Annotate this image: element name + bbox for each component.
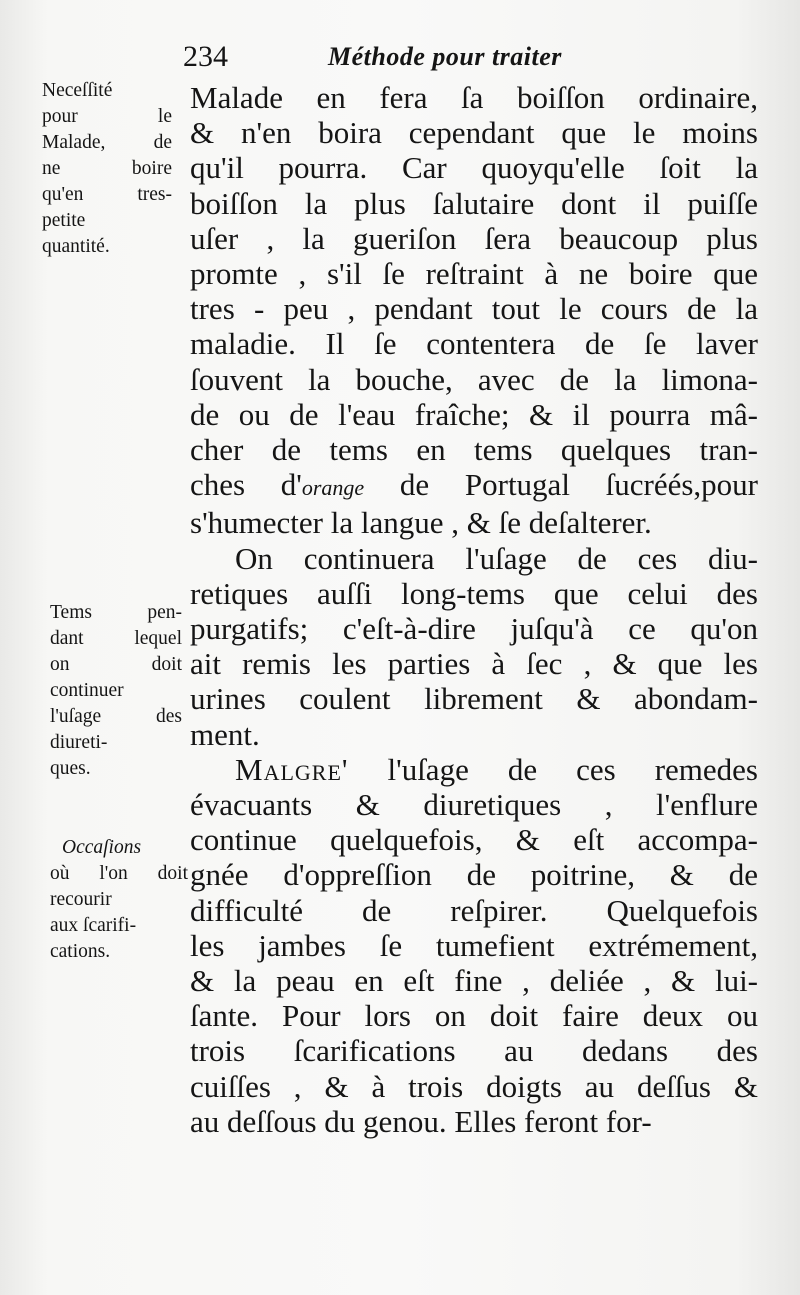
body-line: maladie. Il ſe contentera de ſe laver bbox=[190, 326, 758, 362]
body-line: Malgre' l'uſage de ces remedes bbox=[235, 751, 758, 787]
body-line: purgatifs; c'eſt-à-dire juſqu'à ce qu'on bbox=[190, 611, 758, 647]
margin-note-line: ques. bbox=[50, 758, 91, 779]
body-line: retiques auſſi long-tems que celui des bbox=[190, 575, 758, 611]
body-line: les jambes ſe tumefient extrémement, bbox=[190, 927, 758, 963]
body-line: trois ſcarifications au dedans des bbox=[190, 1033, 758, 1069]
margin-note-line: dant lequel bbox=[50, 628, 182, 649]
margin-note-line: Tems pen- bbox=[50, 602, 182, 623]
margin-note-line: quantité. bbox=[42, 236, 110, 257]
body-line: difficulté de reſpirer. Quelquefois bbox=[190, 892, 758, 928]
running-title: Méthode pour traiter bbox=[328, 42, 562, 71]
margin-note-line: recourir bbox=[50, 889, 112, 910]
body-line: qu'il pourra. Car quoyqu'elle ſoit la bbox=[190, 150, 758, 186]
body-line: ſouvent la bouche, avec de la limona- bbox=[190, 361, 758, 397]
body-line: cuiſſes , & à trois doigts au deſſus & bbox=[190, 1068, 758, 1104]
body-line: au deſſous du genou. Elles feront for- bbox=[190, 1103, 652, 1139]
body-line: Malade en fera ſa boiſſon ordinaire, bbox=[190, 80, 758, 115]
margin-note-boisson bbox=[42, 78, 172, 260]
body-line: évacuants & diuretiques , l'enflure bbox=[190, 787, 758, 823]
margin-note-line: Malade, de bbox=[42, 132, 172, 153]
running-head bbox=[183, 40, 623, 80]
margin-note-line: Neceſſité bbox=[42, 80, 113, 101]
margin-note-line: petite bbox=[42, 210, 86, 231]
body-line: On continuera l'uſage de ces diu- bbox=[235, 540, 758, 576]
body-line: ſante. Pour lors on doit faire deux ou bbox=[190, 998, 758, 1034]
body-line: gnée d'oppreſſion de poitrine, & de bbox=[190, 857, 758, 893]
margin-note-line: ne boire bbox=[42, 158, 172, 179]
margin-note-line: Occaſions bbox=[62, 837, 142, 858]
body-line: cher de tems en tems quelques tran- bbox=[190, 432, 758, 468]
body-line: ment. bbox=[190, 716, 260, 752]
body-text bbox=[190, 80, 758, 1139]
body-line: boiſſon la plus ſalutaire dont il puiſſe bbox=[190, 185, 758, 221]
margin-note-line: diureti- bbox=[50, 732, 108, 753]
margin-note-scarifications bbox=[50, 835, 188, 965]
body-line: ait remis les parties à ſec , & que les bbox=[190, 646, 758, 682]
margin-note-line: aux ſcarifi- bbox=[50, 915, 137, 936]
margin-note-line: on doit bbox=[50, 654, 182, 675]
margin-note-line: cations. bbox=[50, 941, 111, 962]
body-line: s'humecter la langue , & ſe deſalterer. bbox=[190, 505, 652, 541]
body-line: & la peau en eſt fine , deliée , & lui- bbox=[190, 963, 758, 999]
margin-note-line: continuer bbox=[50, 680, 124, 701]
margin-note-diuretiques bbox=[50, 600, 182, 782]
body-line: de ou de l'eau fraîche; & il pourra mâ- bbox=[190, 396, 758, 432]
body-line: promte , s'il ſe reſtraint à ne boire que bbox=[190, 256, 758, 292]
margin-note-line: qu'en tres- bbox=[42, 184, 172, 205]
margin-note-line: l'uſage des bbox=[50, 706, 182, 727]
body-line: urines coulent librement & abondam- bbox=[190, 681, 758, 717]
margin-note-line: où l'on doit bbox=[50, 863, 188, 884]
body-line: tres - peu , pendant tout le cours de la bbox=[190, 291, 758, 327]
italic-word: orange bbox=[301, 475, 365, 501]
body-line: & n'en boira cependant que le moins bbox=[190, 115, 758, 151]
small-caps-word: Malgre' bbox=[235, 751, 349, 787]
page-number: 234 bbox=[183, 40, 228, 73]
margin-note-line: pour le bbox=[42, 106, 172, 127]
body-line: continue quelquefois, & eſt accompa- bbox=[190, 822, 758, 858]
body-line: uſer , la gueriſon ſera beaucoup plus bbox=[190, 220, 758, 256]
body-line: ches d'orange de Portugal ſucréés,pour bbox=[190, 467, 758, 503]
